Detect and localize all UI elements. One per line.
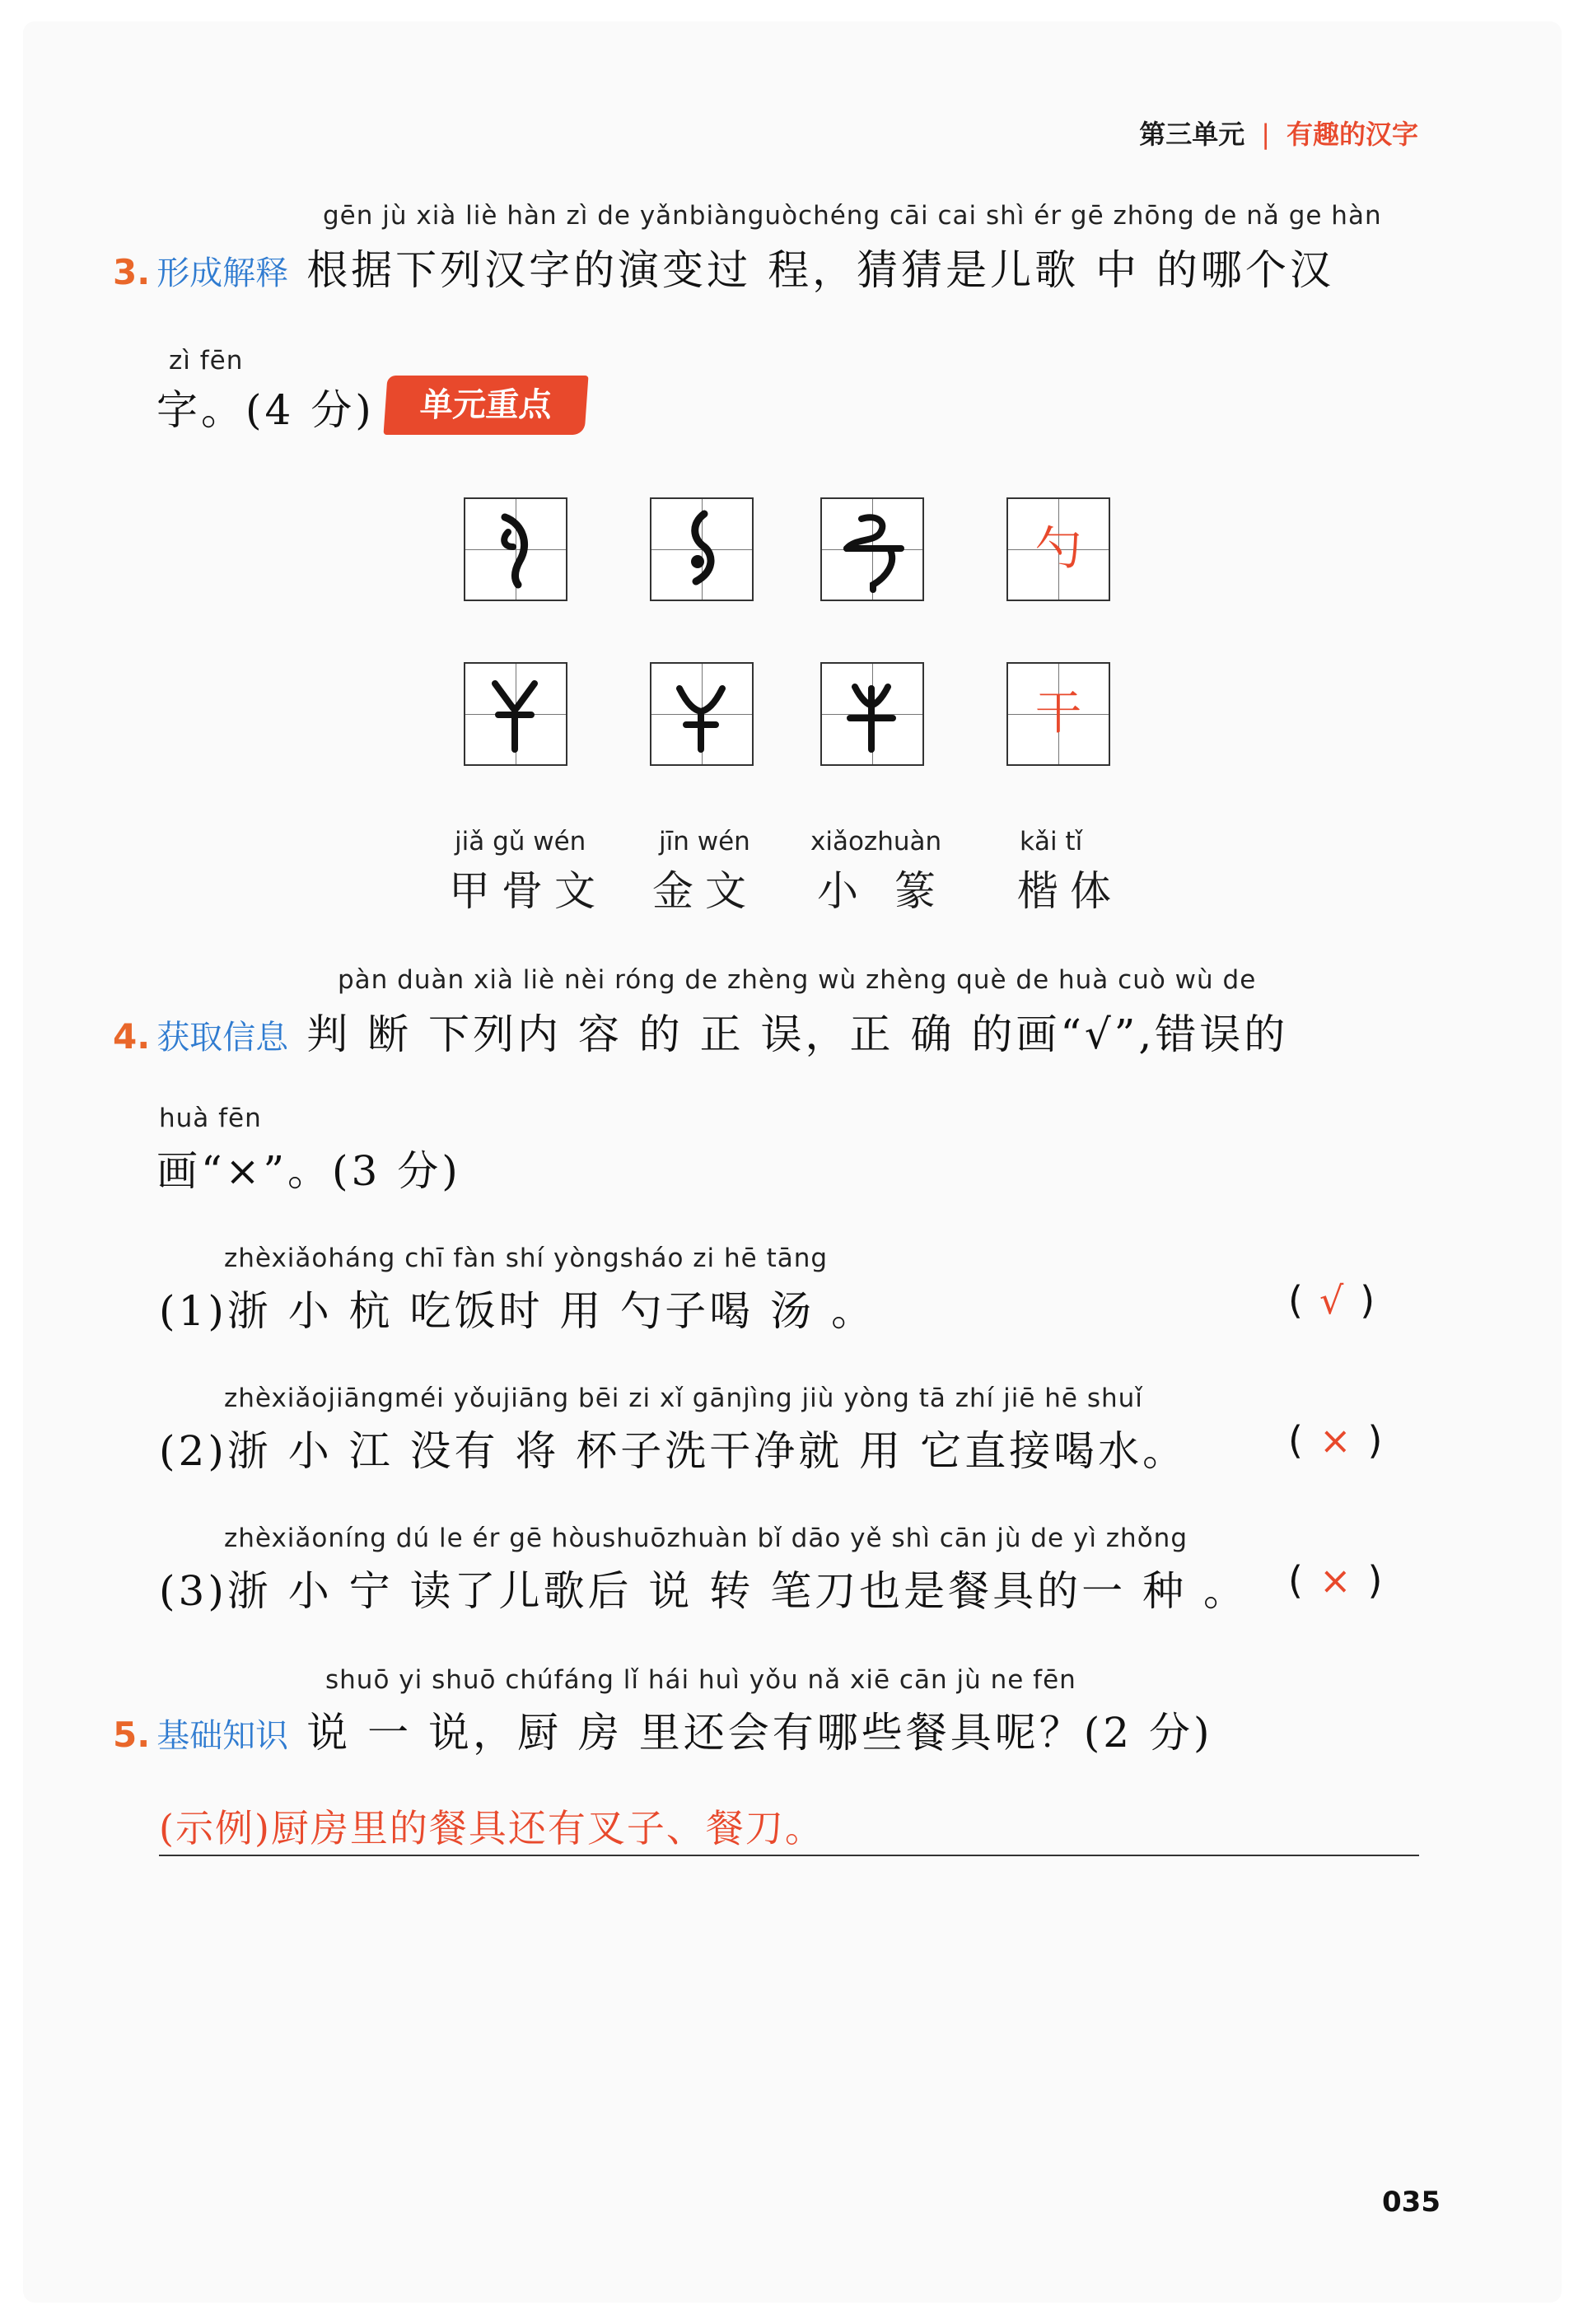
- oracle-bone-gan-cell: [464, 662, 567, 766]
- label-pinyin-bronze: jīn wén: [659, 827, 750, 856]
- q4-item2-text: (2)浙 小 江 没有 将 杯子洗干净就 用 它直接喝水。: [159, 1427, 1188, 1475]
- q5-line1: [113, 1700, 1212, 1759]
- oracle-bone-shao-cell: [464, 497, 567, 601]
- q3-number: 3.: [113, 252, 151, 292]
- oracle-bone-gan-glyph: [465, 664, 566, 764]
- label-regular-script: 楷体: [1017, 867, 1123, 915]
- q5-text-line1: 说 一 说，厨 房 里还会有哪些餐具呢？(2 分): [306, 1709, 1213, 1757]
- q4-text-line1: 判 断 下列内 容 的 正 误，正 确 的画“√”,错误的: [306, 1010, 1289, 1058]
- label-pinyin-regular: kǎi tǐ: [1020, 827, 1083, 856]
- q3-tag: 形成解释: [156, 254, 289, 292]
- q3-pinyin-line1: gēn jù xià liè hàn zì de yǎnbiànguòchéng cāi cai shì ér gē zhōng de nǎ ge hàn: [323, 201, 1382, 231]
- page-number: 035: [1382, 2186, 1441, 2219]
- q4-item3-pinyin: zhèxiǎoníng dú le ér gē hòushuōzhuàn bǐ dāo yě shì cān jù de yì zhǒng: [224, 1524, 1188, 1553]
- q4-item1-pinyin: zhèxiǎoháng chī fàn shí yòngsháo zi hē tāng: [224, 1244, 829, 1273]
- q4-item1-answer-box: ( √ ): [1288, 1278, 1375, 1323]
- small-seal-shao-glyph: [822, 499, 922, 600]
- q4-item2-answer: ×: [1319, 1418, 1352, 1463]
- label-bronze: 金文: [652, 867, 758, 915]
- small-seal-shao-cell: [820, 497, 924, 601]
- regular-gan-char: 干: [1035, 687, 1081, 740]
- q4-line1: [113, 1001, 1288, 1061]
- label-oracle-bone: 甲骨文: [449, 867, 607, 915]
- q3-line1: [113, 237, 1334, 296]
- unit-title: 有趣的汉字: [1286, 119, 1418, 150]
- bronze-gan-glyph: [651, 664, 752, 764]
- small-seal-gan-glyph: [822, 664, 922, 764]
- small-seal-gan-cell: [820, 662, 924, 766]
- regular-shao-cell: [1006, 497, 1110, 601]
- q4-item1-text: (1)浙 小 杭 吃饭时 用 勺子喝 汤 。: [159, 1287, 876, 1335]
- q4-item3-answer: ×: [1319, 1558, 1352, 1603]
- q4-item3-answer-box: ( × ): [1288, 1558, 1383, 1603]
- label-pinyin-small-seal: xiǎozhuàn: [810, 827, 942, 856]
- q3-text-line2: 字。(4 分): [156, 386, 375, 434]
- q5-number: 5.: [113, 1715, 151, 1755]
- unit-label: 第三单元: [1139, 119, 1245, 150]
- regular-gan-cell: [1006, 662, 1110, 766]
- answer-underline: [159, 1855, 1419, 1856]
- header-separator: |: [1261, 119, 1270, 150]
- regular-shao-char: 勺: [1035, 522, 1081, 576]
- q3-pinyin-line2: zì fēn: [169, 346, 244, 376]
- q4-item1-answer: √: [1319, 1278, 1344, 1323]
- bronze-gan-cell: [650, 662, 754, 766]
- q4-pinyin-line2: huà fēn: [159, 1104, 262, 1133]
- bronze-shao-cell: [650, 497, 754, 601]
- q5-answer: (示例)厨房里的餐具还有叉子、餐刀。: [159, 1806, 824, 1850]
- q3-text-line1: 根据下列汉字的演变过 程，猜猜是儿歌 中 的哪个汉: [306, 246, 1334, 294]
- q4-number: 4.: [113, 1016, 151, 1057]
- oracle-bone-shao-glyph: [465, 499, 566, 600]
- q5-pinyin-line1: shuō yi shuō chúfáng lǐ hái huì yǒu nǎ xiē cān jù ne fēn: [325, 1665, 1076, 1695]
- key-point-badge: 单元重点: [383, 376, 588, 435]
- bronze-shao-glyph: [651, 499, 752, 600]
- page-header: [1139, 114, 1418, 152]
- q4-text-line2: 画“×”。(3 分): [156, 1147, 461, 1195]
- q4-item3-text: (3)浙 小 宁 读了儿歌后 说 转 笔刀也是餐具的一 种 。: [159, 1567, 1248, 1615]
- q4-item2-answer-box: ( × ): [1288, 1418, 1383, 1463]
- label-small-seal: 小 篆: [817, 867, 947, 915]
- label-pinyin-oracle: jiǎ gǔ wén: [455, 827, 586, 856]
- q4-item2-pinyin: zhèxiǎojiāngméi yǒujiāng bēi zi xǐ gānjìng jiù yòng tā zhí jiē hē shuǐ: [224, 1384, 1143, 1413]
- q4-pinyin-line1: pàn duàn xià liè nèi róng de zhèng wù zhèng què de huà cuò wù de: [338, 965, 1257, 995]
- q5-tag: 基础知识: [156, 1717, 289, 1755]
- q4-tag: 获取信息: [156, 1019, 289, 1057]
